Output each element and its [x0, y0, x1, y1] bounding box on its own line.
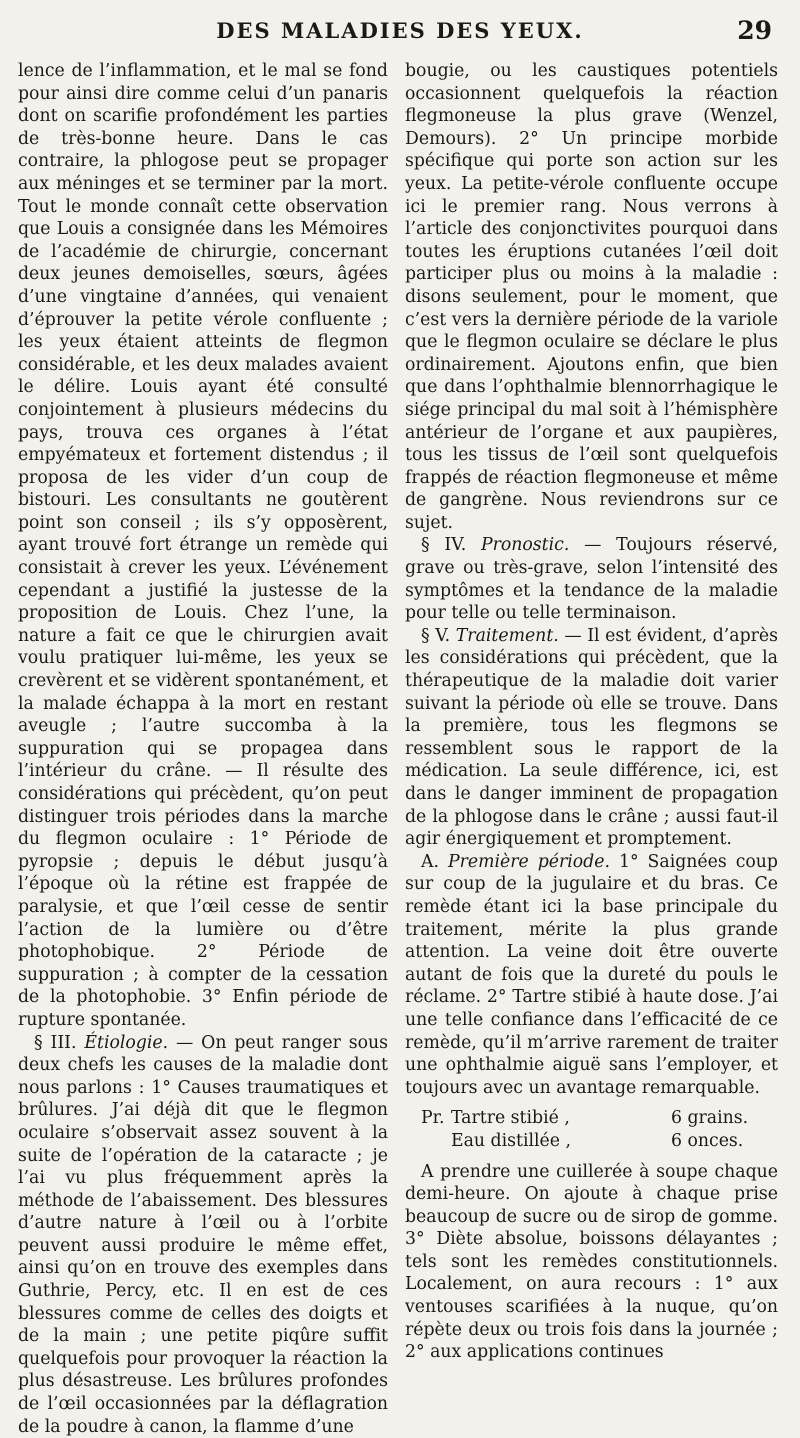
paragraph: lence de l’inflammation, et le mal se fond pour ainsi dire comme celui d’un panaris dont on scarifie profondément les parties de très-bonne heure. Dans le cas contraire, la phlogose peut se propager aux méninges et se terminer par la mort. Tout le monde connaît cette observation que Louis a consignée dans les Mémoires de l’académie de chirurgie, concernant deux jeunes demoiselles, sœurs, âgées d’une vingtaine d’années, qui venaient d’éprouver la petite vérole confluente ; les yeux étaient atteints de flegmon considérable, et les deux malades avaient le délire. Louis ayant été consulté conjointement à plusieurs médecins du pays, trouva ces organes à l’état empyémateux et fortement distendus ; il proposa de les vider d’un coup de bistouri. Les consultants ne goutèrent point son conseil ; ils s’y opposèrent, ayant trouvé fort étrange un remède qui consistait à crever les yeux. L’événement cependant a justifié la justesse de la proposition de Louis. Chez l’une, la nature a fait ce que le chirurgien avait voulu pratiquer lui-même, les yeux se crevèrent et se vidèrent spontanément, et la malade échappa à la mort en restant aveugle ; l’autre succomba à la suppuration qui se propagea dans l’intérieur du crâne. — Il résulte des considérations qui précèdent, qu’on peut distinguer trois périodes dans la marche du flegmon oculaire : 1° Période de pyropsie ; depuis le début jusqu’à l’époque où la rétine est frappée de paralysie, et que l’œil cesse de sentir l’action de la lumière ou d’être photophobique. 2° Période de suppuration ; à compter de la cessation de la photophobie. 3° Enfin période de rupture spontanée.: [18, 61, 388, 1030]
left-column: [18, 60, 388, 1438]
prescription-dose: 6 onces.: [671, 1130, 744, 1151]
section-title: Étiologie.: [84, 1032, 169, 1053]
prescription-row: [421, 1130, 761, 1153]
section-text: — On peut ranger sous deux chefs les causes de la maladie dont nous parlons : 1° Causes traumatiques et brûlures. J’ai déjà dit que le flegmon oculaire s’observait assez souvent à la suite de l’opération de la cataracte ; je l’ai vu plus fréquemment après la méthode de l’abaissement. Des blessures d’autre nature à l’œil ou à l’orbite peuvent aussi produire le même effet, ainsi qu’on en trouve des exemples dans Guthrie, Percy, etc. Il en est de ces blessures comme de celles des doigts et de la main ; une petite piqûre suffit quelquefois pour provoquer la réaction la plus désastreuse. Les brûlures profondes de l’œil occasionnées par la déflagration de la poudre à canon, la flamme d’une: [18, 1032, 388, 1437]
prescription: [421, 1107, 778, 1152]
section-title: Traitement.: [455, 625, 559, 646]
period-a: [405, 851, 778, 1100]
section-number: § III.: [34, 1032, 77, 1053]
period-text: 1° Saignées coup sur coup de la jugulaire et du bras. Ce remède étant ici la base principale du traitement, mérite la plus grande attention. La veine doit être ouverte autant de fois que la dureté du pouls le réclame. 2° Tartre stibié à haute dose. J’ai une telle confiance dans l’efficacité de ce remède, qu’il m’arrive rarement de traiter une ophthalmie aiguë sans l’employer, et toujours avec un avantage remarquable.: [405, 851, 778, 1098]
section-title: Pronostic.: [480, 535, 570, 556]
section-etiologie: [18, 1032, 388, 1438]
right-column: [405, 60, 778, 1364]
running-title: DES MALADIES DES YEUX.: [216, 18, 584, 43]
paragraph: A prendre une cuillerée à soupe chaque demi-heure. On ajoute à chaque prise beaucoup de sucre ou de sirop de gomme. 3° Diète absolue, boissons délayantes ; tels sont les remèdes constitutionnels. Localement, on aura recours : 1° aux ventouses scarifiées à la nuque, qu’on répète deux ou trois fois dans la journée ; 2° aux applications continues: [405, 1161, 778, 1363]
period-title: Première période.: [447, 851, 610, 872]
section-pronostic: [405, 534, 778, 624]
prescription-dose: 6 grains.: [671, 1108, 749, 1129]
prescription-item: Tartre stibié ,: [451, 1108, 570, 1129]
section-text: — Il est évident, d’après les considérations qui précèdent, que la thérapeutique de la maladie doit varier suivant la période où elle se trouve. Dans la première, tous les flegmons se ressemblent sous le rapport de la médication. La seule différence, ici, est dans le danger imminent de propagation de la phlogose dans le crâne ; aussi faut-il agir énergiquement et promptement.: [405, 625, 779, 850]
page-number: 29: [737, 16, 772, 45]
prescription-row: [421, 1107, 761, 1130]
section-number: § V.: [421, 625, 451, 646]
running-head: [0, 18, 800, 58]
section-text: — Toujours réservé, grave ou très-grave, selon l’intensité des symptômes et la tendance de la maladie pour telle ou telle terminaison.: [405, 535, 778, 624]
period-letter: A.: [421, 851, 439, 872]
paragraph: bougie, ou les caustiques potentiels occasionnent quelquefois la réaction flegmoneuse la plus grave (Wenzel, Demours). 2° Un principe morbide spécifique qui porte son action sur les yeux. La petite-vérole confluente occupe ici le premier rang. Nous verrons à l’article des conjonctivites pourquoi dans toutes les éruptions cutanées l’œil doit participer plus ou moins à la maladie : disons seulement, pour le moment, que c’est vers la dernière période de la variole que le flegmon oculaire se déclare le plus ordinairement. Ajoutons enfin, que bien que dans l’ophthalmie blennorrhagique le siége principal du mal soit à l’hémisphère antérieur de l’organe et aux paupières, tous les tissus de l’œil sont quelquefois frappés de réaction flegmoneuse et même de gangrène. Nous reviendrons sur ce sujet.: [405, 61, 778, 533]
prescription-prefix: Pr.: [421, 1108, 445, 1129]
section-traitement: [405, 625, 778, 851]
prescription-spacer: [421, 1130, 451, 1153]
section-number: § IV.: [421, 535, 467, 556]
prescription-item: Eau distillée ,: [451, 1130, 571, 1151]
